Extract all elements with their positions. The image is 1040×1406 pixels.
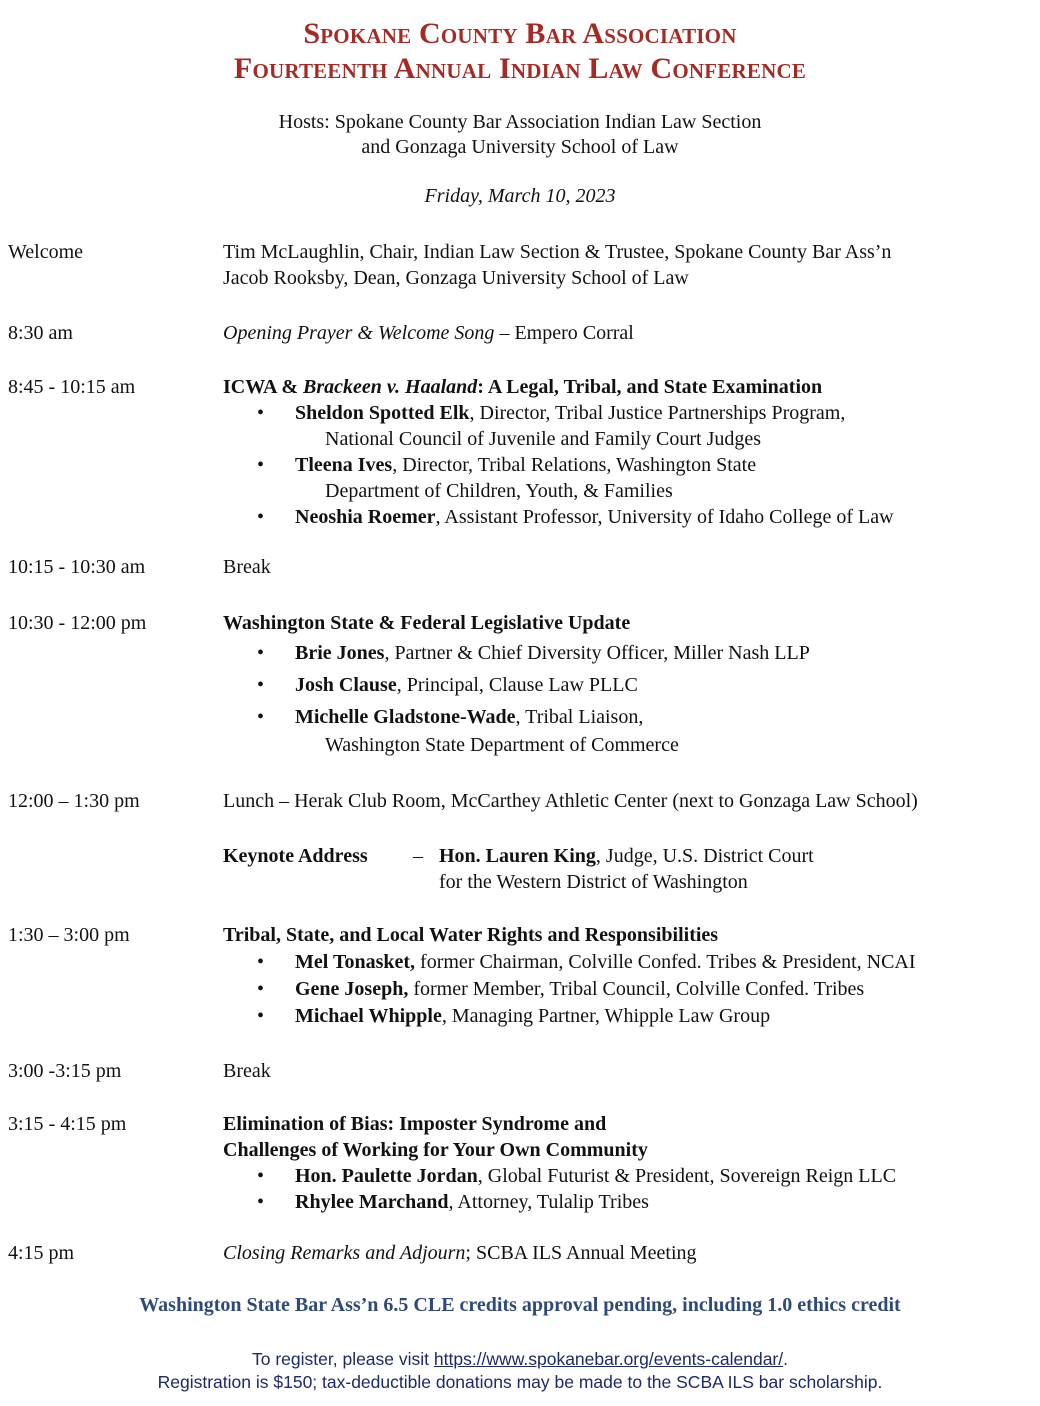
- time-label: 3:15 - 4:15 pm: [8, 1113, 127, 1135]
- keynote-continuation: for the Western District of Washington: [439, 871, 748, 893]
- title-line-1: Spokane County Bar Association: [303, 17, 737, 50]
- session-title: Washington State & Federal Legislative Update: [223, 612, 631, 634]
- keynote-dash: –: [413, 845, 423, 867]
- bullet-icon: •: [257, 402, 265, 424]
- bullet-icon: •: [257, 706, 265, 728]
- keynote-label: Keynote Address: [223, 845, 368, 867]
- cle-credits-note: Washington State Bar Ass’n 6.5 CLE credits approval pending, including 1.0 ethics credit: [139, 1294, 901, 1316]
- hosts-line-2: and Gonzaga University School of Law: [361, 136, 679, 158]
- bullet-icon: •: [257, 978, 265, 1000]
- bullet-icon: •: [257, 951, 265, 973]
- break-label: Break: [223, 1060, 271, 1082]
- speaker-item: • Josh Clause, Principal, Clause Law PLLC: [257, 674, 638, 696]
- opening-performer: – Empero Corral: [494, 322, 634, 344]
- bullet-icon: •: [257, 506, 265, 528]
- time-label: 1:30 – 3:00 pm: [8, 924, 130, 946]
- bullet-icon: •: [257, 454, 265, 476]
- bullet-icon: •: [257, 1165, 265, 1187]
- bullet-icon: •: [257, 1005, 265, 1027]
- speaker-item: • Tleena Ives, Director, Tribal Relations, Washington State: [257, 454, 757, 476]
- speaker-item: • Mel Tonasket, former Chairman, Colville Confed. Tribes & President, NCAI: [257, 951, 916, 973]
- speaker-item: • Neoshia Roemer, Assistant Professor, University of Idaho College of Law: [257, 506, 894, 528]
- session-title: ICWA & Brackeen v. Haaland: A Legal, Tribal, and State Examination: [223, 376, 823, 398]
- speaker-continuation: National Council of Juvenile and Family Court Judges: [325, 428, 762, 450]
- register-link[interactable]: https://www.spokanebar.org/events-calendar/: [433, 1349, 784, 1369]
- break-label: Break: [223, 556, 271, 578]
- time-label: 8:45 - 10:15 am: [8, 376, 136, 398]
- speaker-item: • Gene Joseph, former Member, Tribal Council, Colville Confed. Tribes: [257, 978, 865, 1000]
- time-label: 10:15 - 10:30 am: [8, 556, 146, 578]
- speaker-item: • Sheldon Spotted Elk, Director, Tribal Justice Partnerships Program,: [257, 402, 846, 424]
- speaker-continuation: Washington State Department of Commerce: [325, 734, 679, 756]
- speaker-continuation: Department of Children, Youth, & Families: [325, 480, 673, 502]
- event-date: Friday, March 10, 2023: [424, 185, 616, 207]
- time-label: 3:00 -3:15 pm: [8, 1060, 122, 1082]
- speaker-item: • Michael Whipple, Managing Partner, Whipple Law Group: [257, 1005, 771, 1027]
- bullet-icon: •: [257, 1191, 265, 1213]
- speaker-item: • Michelle Gladstone-Wade, Tribal Liaison,: [257, 706, 644, 728]
- session-title: Tribal, State, and Local Water Rights and Responsibilities: [223, 924, 719, 946]
- keynote-speaker: Hon. Lauren King, Judge, U.S. District Court: [439, 845, 814, 867]
- bullet-icon: •: [257, 674, 265, 696]
- registration-fee-note: Registration is $150; tax-deductible donations may be made to the SCBA ILS bar scholarship.: [157, 1372, 883, 1392]
- speaker-item: • Hon. Paulette Jordan, Global Futurist & President, Sovereign Reign LLC: [257, 1165, 897, 1187]
- hosts-line-1: Hosts: Spokane County Bar Association Indian Law Section: [278, 111, 762, 133]
- bullet-icon: •: [257, 642, 265, 664]
- time-label: Welcome: [8, 241, 84, 263]
- speaker-item: • Brie Jones, Partner & Chief Diversity Officer, Miller Nash LLP: [257, 642, 810, 664]
- lunch-text: Lunch – Herak Club Room, McCarthey Athletic Center (next to Gonzaga Law School): [223, 790, 918, 812]
- closing-title: Closing Remarks and Adjourn: [223, 1242, 466, 1264]
- opening-title: Opening Prayer & Welcome Song: [223, 322, 495, 344]
- time-label: 8:30 am: [8, 322, 73, 344]
- title-line-2: Fourteenth Annual Indian Law Conference: [233, 52, 807, 85]
- closing-meeting: ; SCBA ILS Annual Meeting: [465, 1242, 697, 1264]
- time-label: 12:00 – 1:30 pm: [8, 790, 140, 812]
- session-title-line-2: Challenges of Working for Your Own Community: [223, 1139, 648, 1161]
- register-line: To register, please visit https://www.spokanebar.org/events-calendar/.: [252, 1349, 788, 1369]
- speaker-item: • Rhylee Marchand, Attorney, Tulalip Tribes: [257, 1191, 649, 1213]
- welcome-line-2: Jacob Rooksby, Dean, Gonzaga University School of Law: [223, 267, 689, 289]
- welcome-line-1: Tim McLaughlin, Chair, Indian Law Section & Trustee, Spokane County Bar Ass’n: [223, 241, 892, 263]
- time-label: 10:30 - 12:00 pm: [8, 612, 147, 634]
- session-title-line-1: Elimination of Bias: Imposter Syndrome and: [223, 1113, 607, 1135]
- time-label: 4:15 pm: [8, 1242, 75, 1264]
